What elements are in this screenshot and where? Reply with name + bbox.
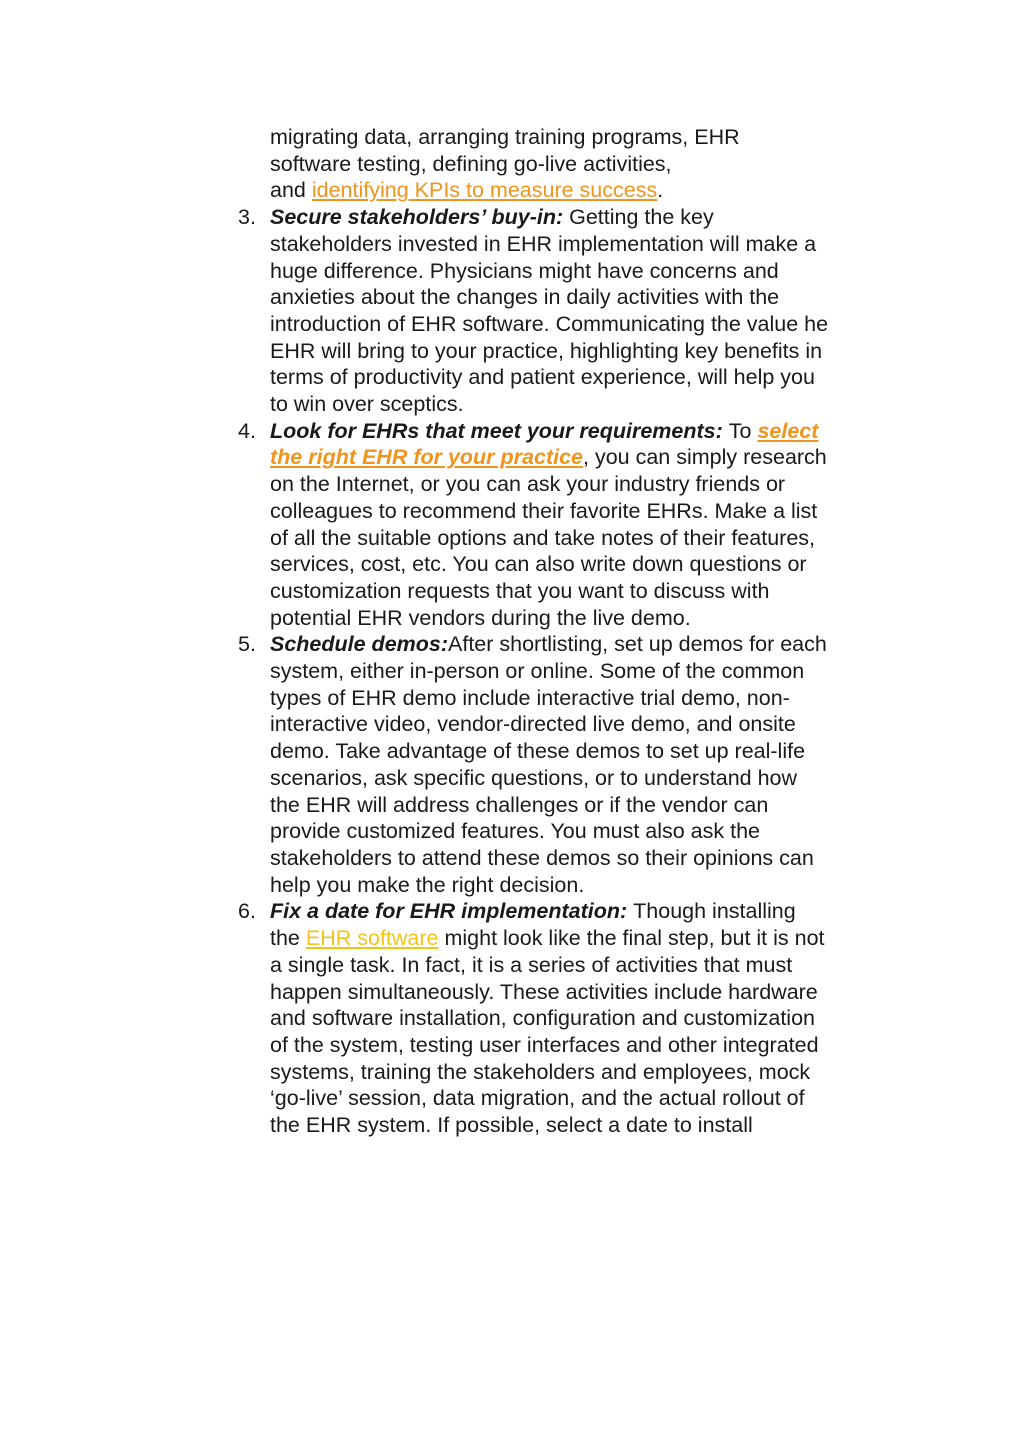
list-number: 4. [238,418,256,443]
intro-line-2: software testing, defining go-live activities, [270,151,672,176]
ehr-software-link[interactable]: EHR software [305,926,439,951]
item-title: Fix a date for EHR implementation: [270,899,628,924]
item-text-after: , you can simply research on the Internet, or you can ask your industry friends or colleagues to recommend their favorite EHRs. Make a list of all the suitable options and take notes of their features, services, cost, etc. You can also write down questions or customization requests that you want to discuss with potential EHR vendors during the live demo. [270,445,827,630]
item-title: Schedule demos: [270,632,449,657]
item-text-before: Though installing the [270,899,796,951]
list-item-6 [232,898,832,1138]
list-item-4 [232,418,832,632]
item-text-before: To [722,418,758,443]
item-text: After shortlisting, set up demos for each system, either in-person or online. Some of the common types of EHR demo include interactive trial demo, non-interactive video, vendor-directed live demo, and onsite demo. Take advantage of these demos to set up real-life scenarios, ask specific questions, or to understand how the EHR will address challenges or if the vendor can provide customized features. You must also ask the stakeholders to attend these demos so their opinions can help you make the right decision. [270,632,827,897]
list-item-5 [232,631,832,898]
kpi-link[interactable]: identifying KPIs to measure success [311,178,658,203]
intro-line-1: migrating data, arranging training programs, EHR [270,125,740,149]
intro-line-3-suffix: . [657,178,664,203]
select-ehr-link[interactable]: select the right EHR for your practice [270,418,819,470]
list-number: 5. [238,632,256,657]
item-title: Look for EHRs that meet your requirements: [270,418,723,443]
list-number: 3. [238,205,256,230]
list-item-3 [232,204,832,418]
intro-line-3-prefix: and [270,178,312,203]
item-text-after: might look like the final step, but it is not a single task. In fact, it is a series of activities that must happen simultaneously. These activities include hardware and software installation, configuration and customization of the system, testing user interfaces and other integrated systems, training the stakeholders and employees, mock ‘go-live’ session, data migration, and the actual rollout of the EHR system. If possible, select a date to install [270,926,825,1138]
item-text: Getting the key stakeholders invested in EHR implementation will make a huge difference. Physicians might have concerns and anxieties about the changes in daily activities with the introduction of EHR software. Communicating the value he EHR will bring to your practice, highlighting key benefits in terms of productivity and patient experience, will help you to win over sceptics. [270,205,829,417]
item-title: Secure stakeholders’ buy-in: [270,205,564,230]
intro-paragraph [232,124,832,204]
document-body [232,124,832,1139]
list-number: 6. [238,899,256,924]
